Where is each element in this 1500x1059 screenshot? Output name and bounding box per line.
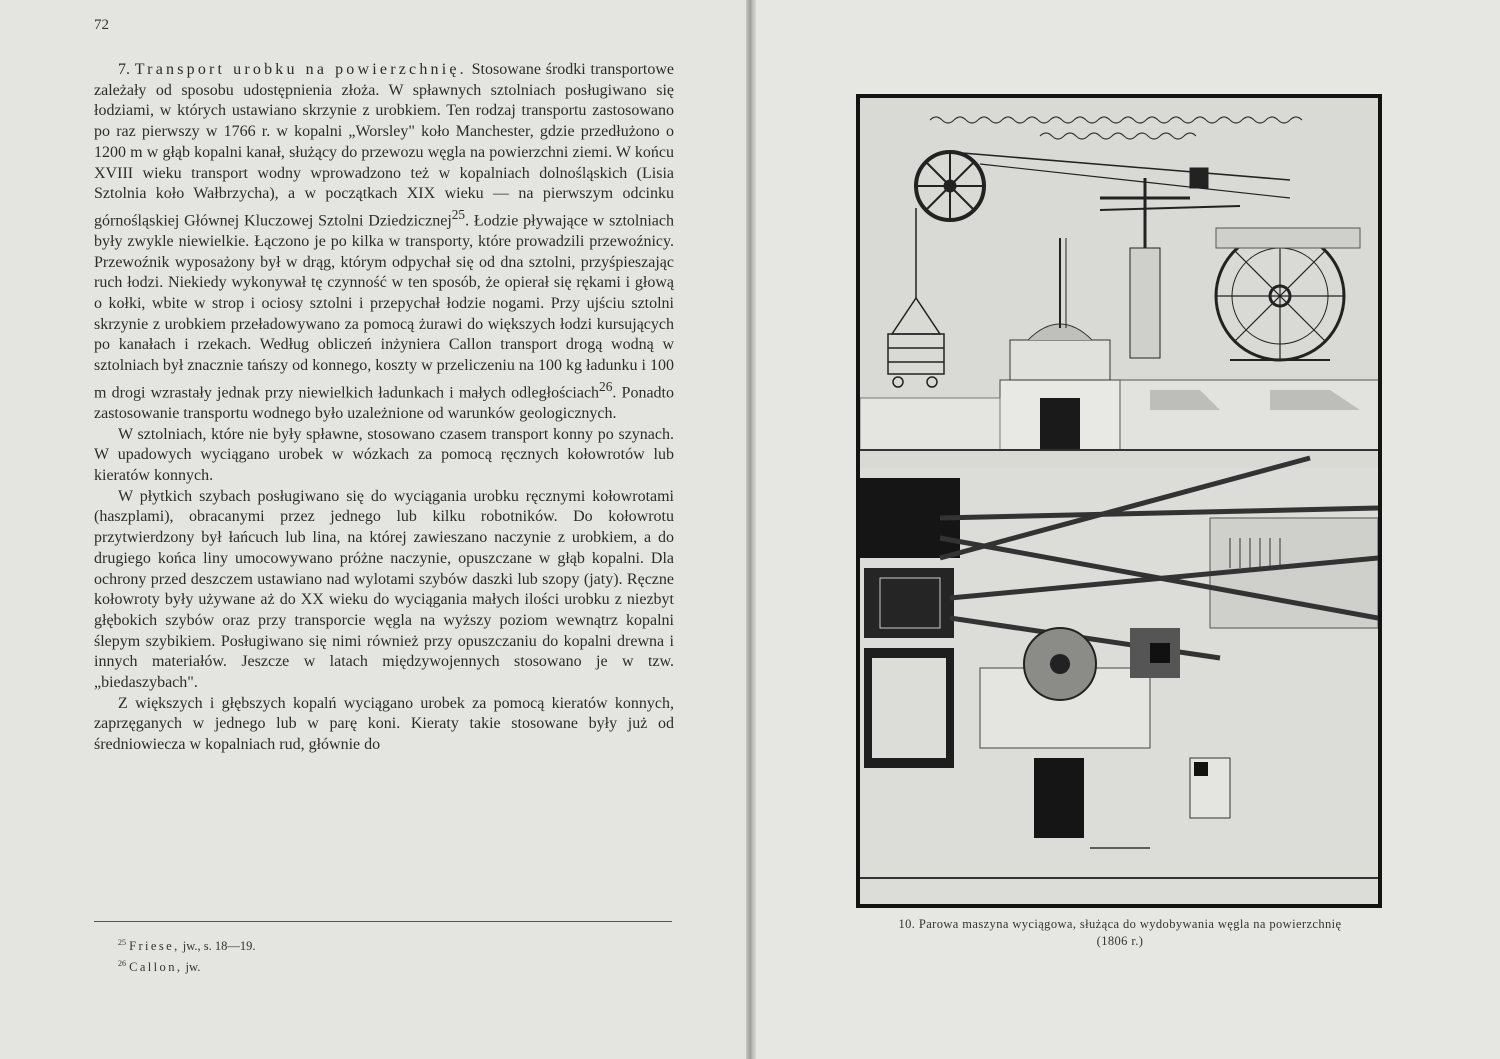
footnote	[118, 955, 256, 976]
plan-view	[860, 458, 1378, 904]
footnote-number: 26	[118, 959, 126, 969]
footnotes	[118, 934, 256, 976]
paragraph-text: Stosowane środki transportowe zależały od sposobu udostępnienia złoża. W spławnych sztolniach posługiwano się łodziami, w których ustawiano skrzynie z urobkiem. Ten rodzaj transportu zastosowano po raz pierwszy w 1766 r. w kopalni „Worsley" koło Manchester, gdzie przedłużono o 1200 m w głąb kopalni kanał, służący do przewozu węgla na powierzchni ziemi. W końcu XVIII wieku transport wodny wprowadzono też w kopalniach dolnośląskich (Lisia Sztolnia koło Wałbrzycha), a w początkach XIX wieku — na pierwszym odcinku górnośląskiej Głównej Kluczowej Sztolni Dziedzicznej	[94, 61, 675, 230]
footnote-author: Callon,	[129, 960, 183, 975]
footnote-divider	[94, 921, 672, 922]
figure-caption	[846, 916, 1394, 950]
section-number: 7.	[118, 61, 130, 78]
footnote-reference: 26	[599, 378, 613, 394]
page-number: 72	[94, 17, 109, 33]
paragraph: W sztolniach, które nie były spławne, stosowano czasem transport konny po szynach. W upadowych wyciągano urobek w wózkach za pomocą ręcznych kołowrotów lub kieratów konnych.	[94, 425, 674, 485]
steam-winding-engine-plate	[856, 94, 1382, 908]
footnote	[118, 934, 256, 955]
book-gutter	[746, 0, 756, 1059]
footnote-reference-text: jw., s. 18—19.	[182, 939, 256, 954]
section-title: Transport urobku na powierzchnię.	[134, 61, 467, 78]
paragraph: Z większych i głębszych kopalń wyciągano urobek za pomocą kieratów konnych, zaprzęganych w jednego lub w parę koni. Kieraty takie stosowane były już od średniowiecza w kopalniach rud, głównie do	[94, 694, 674, 754]
paragraph: W płytkich szybach posługiwano się do wyciągania urobku ręcznymi kołowrotami (haszplami), obracanymi przez jednego lub kilku robotników. Do kołowrotu przytwierdzony był łańcuch lub lina, na której zawieszano naczynie z urobkiem, a do drugiego końca liny umocowywano próżne naczynie, opuszczane w głąb kopalni. Dla ochrony przed deszczem ustawiano nad wylotami szybów daszki lub szopy (jaty). Ręczne kołowroty były używane aż do XX wieku do wyciągania małych ilości urobku z niezbyt głębokich szybów oraz przy transporcie węgla na wyższy poziom wewnątrz kopalni ślepym szybikiem. Posługiwano się nimi również przy opuszczaniu do kopalni drewna i innych materiałów. Jeszcze w latach międzywojennych stosowano je w tzw. „biedaszybach".	[94, 487, 674, 692]
footnote-reference: 25	[451, 206, 466, 222]
paragraph-text: . Ponadto zastosowanie transportu wodnego było uzależnione od warunków geologicznych.	[94, 384, 674, 422]
caption-line: (1806 r.)	[1096, 934, 1144, 948]
paragraph-text: . Łodzie pływające w sztolniach były zwykle niewielkie. Łączono je po kilka w transporty, które prowadzili przewoźnicy. Przewoźnik wyposażony był w drąg, którym odpychał się od dna sztolni, przyśpieszając ruch łodzi. Niekiedy wykonywał tę czynność w ten sposób, że opierał się rękami i głową o kołki, wbite w strop i ociosy sztolni i przepychał łodzie nogami. Przy ujściu sztolni skrzynie z urobkiem przeładowywano za pomocą żurawi do większych łodzi kursujących po kanałach i rzekach. Według obliczeń inżyniera Callon transport drogą wodną w sztolniach był znacznie tańszy od konnego, koszty w przeliczeniu na 100 kg ładunku i 100 m drogi wzrastały jednak przy niewielkich ładunkach i małych odległościach	[94, 212, 674, 402]
body-text	[94, 60, 674, 756]
paragraph	[94, 60, 674, 425]
engine-drawing	[860, 98, 1378, 904]
left-page	[0, 0, 748, 1059]
caption-line: 10. Parowa maszyna wyciągowa, służąca do wydobywania węgla na powierzchnię	[898, 917, 1342, 931]
footnote-reference-text: jw.	[185, 960, 201, 975]
footnote-number: 25	[118, 938, 126, 947]
footnote-author: Friese,	[129, 939, 180, 954]
